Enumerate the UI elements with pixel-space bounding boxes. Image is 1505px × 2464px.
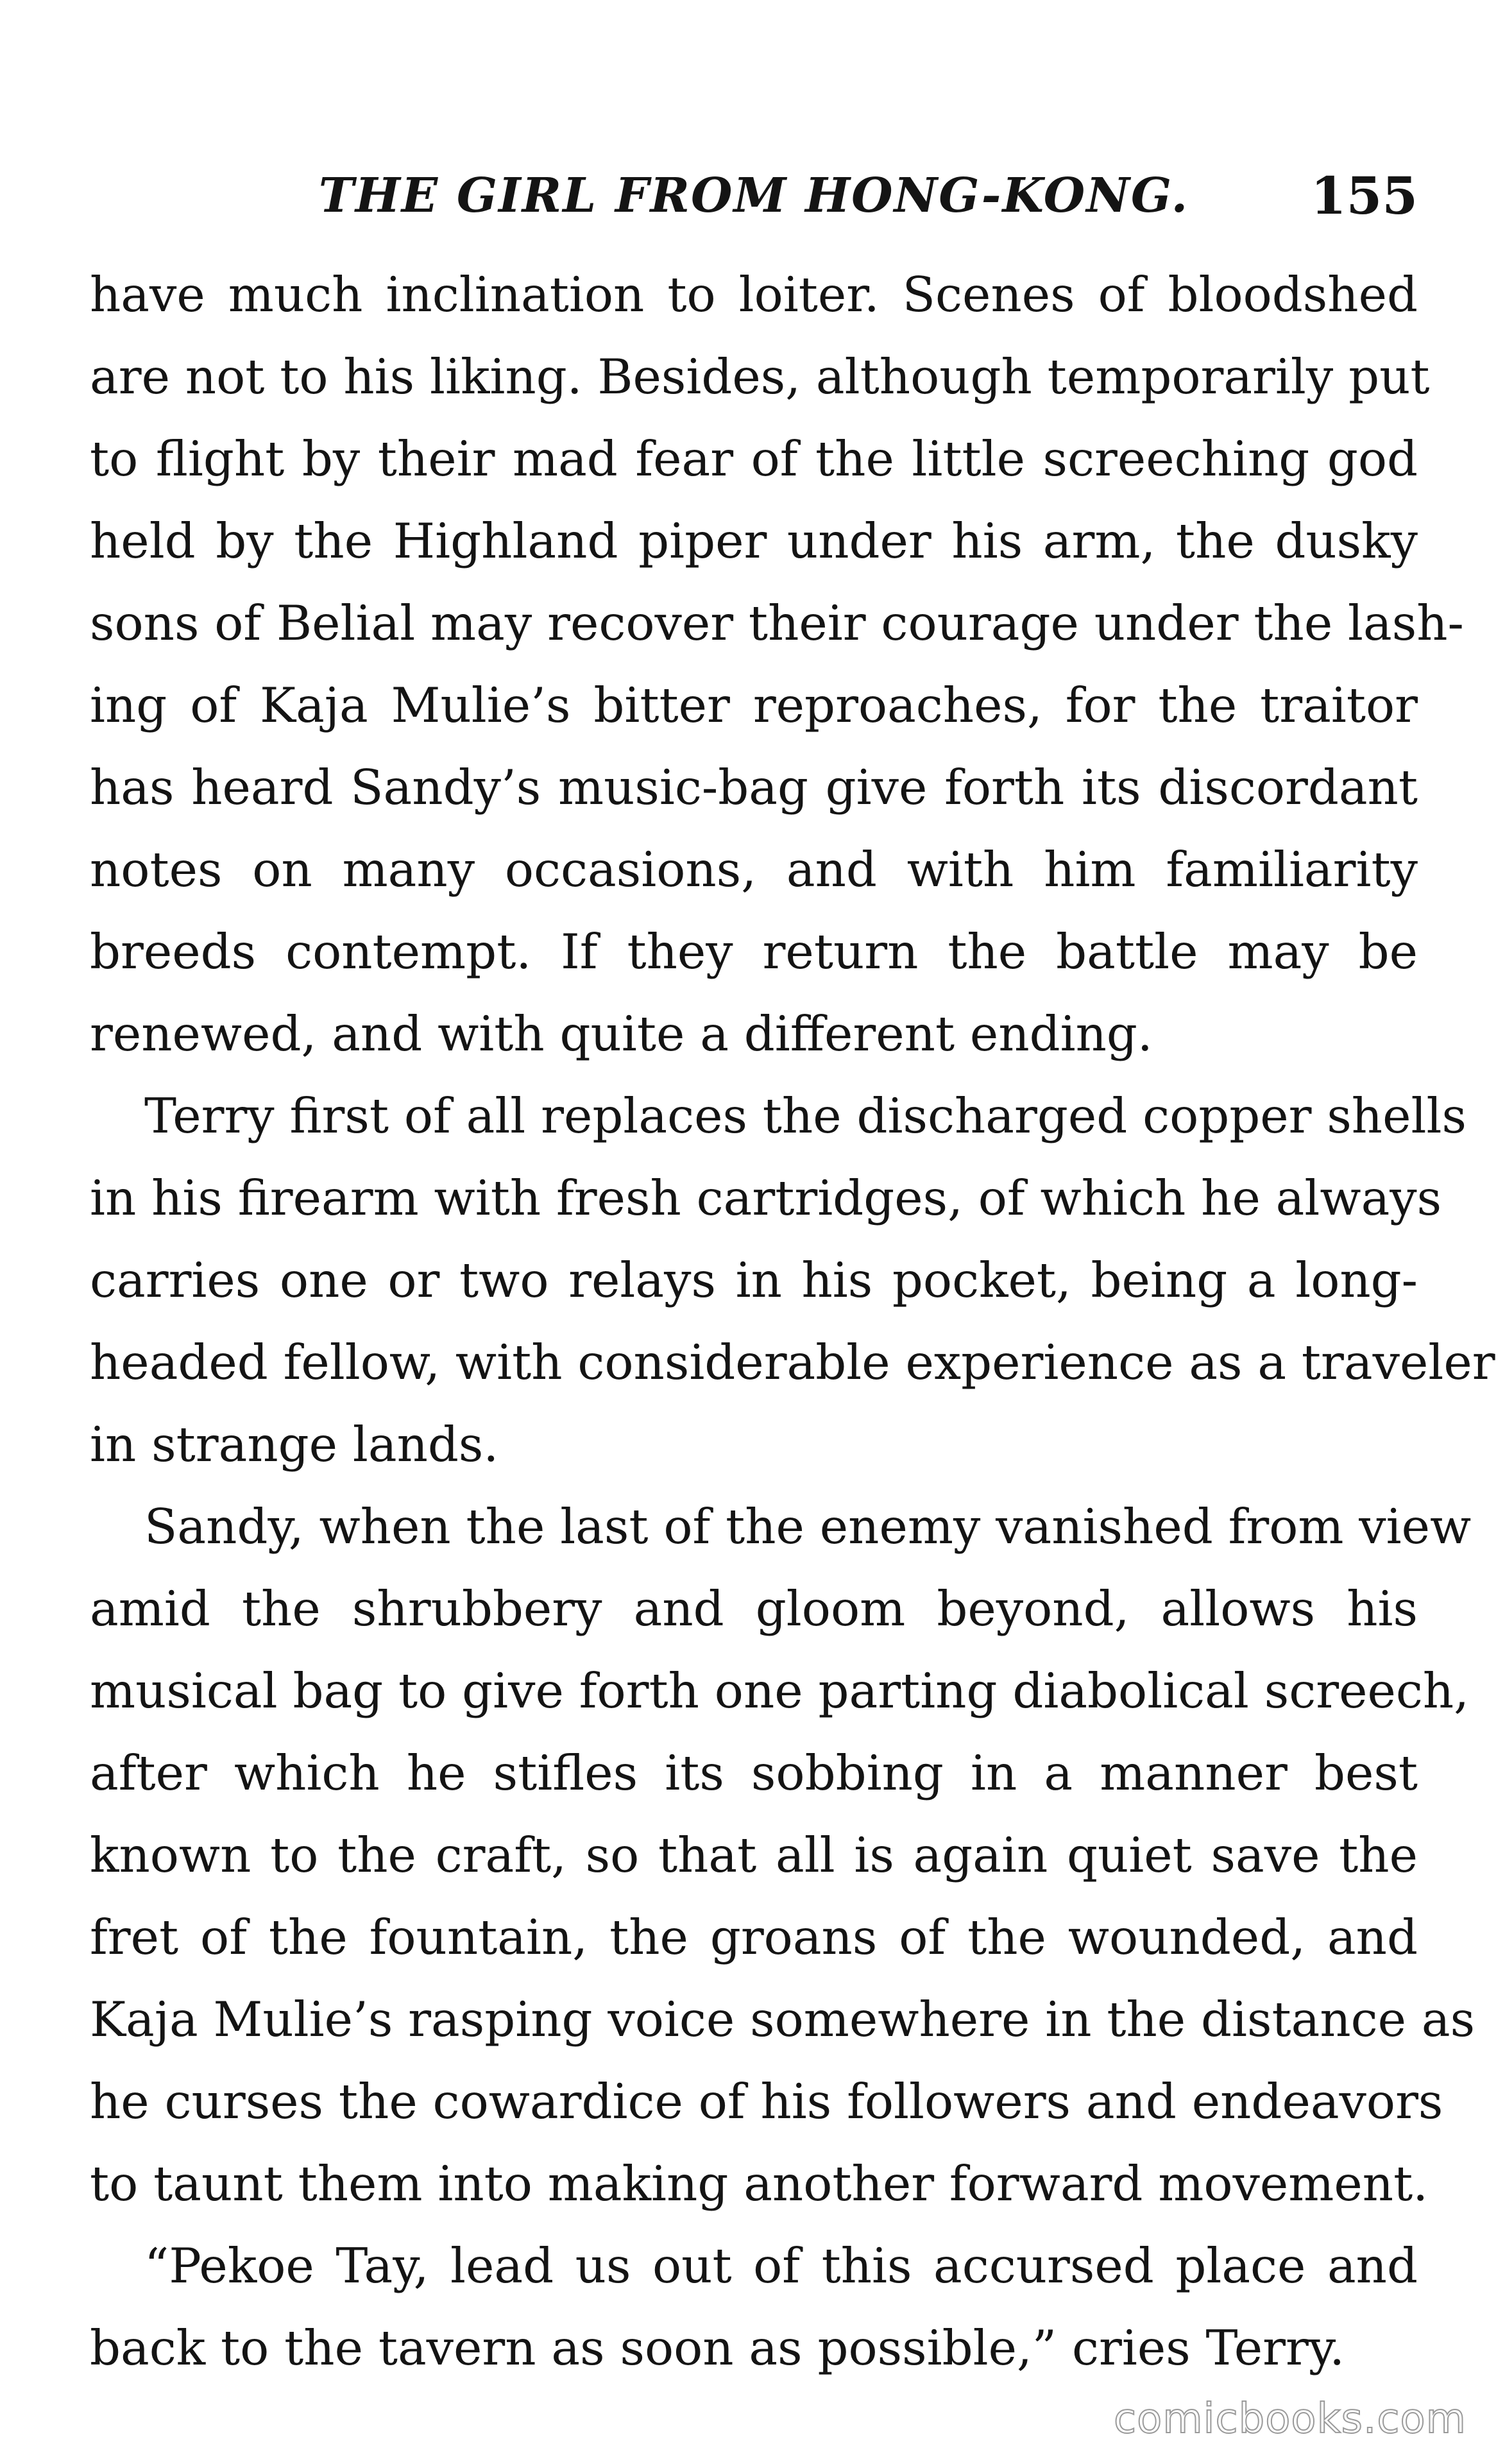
text-line: has heard Sandy’s music-bag give forth its discordant (90, 759, 1418, 816)
text-line: after which he stifles its sobbing in a manner best (90, 1745, 1418, 1801)
text-line: to taunt them into making another forward movement. (90, 2155, 1429, 2212)
text-line: Kaja Mulie’s rasping voice somewhere in the distance as (90, 1991, 1475, 2048)
text-line: Terry first of all replaces the discharged copper shells (144, 1088, 1467, 1144)
text-line: held by the Highland piper under his arm, the dusky (90, 513, 1418, 569)
text-line: Sandy, when the last of the enemy vanished from view (144, 1498, 1472, 1555)
text-line: known to the craft, so that all is again quiet save the (90, 1827, 1418, 1883)
text-line: are not to his liking. Besides, although temporarily put (90, 348, 1430, 405)
body-text (90, 253, 1495, 2389)
text-line: “Pekoe Tay, lead us out of this accursed place and (144, 2237, 1418, 2294)
text-line: have much inclination to loiter. Scenes of bloodshed (90, 266, 1418, 323)
text-line: fret of the fountain, the groans of the wounded, and (90, 1909, 1418, 1965)
text-line: sons of Belial may recover their courage under the lash- (90, 595, 1464, 651)
text-line: notes on many occasions, and with him familiarity (90, 841, 1418, 898)
text-line: carries one or two relays in his pocket, being a long- (90, 1252, 1418, 1308)
text-line: to flight by their mad fear of the little screeching god (90, 431, 1418, 487)
text-line: ing of Kaja Mulie’s bitter reproaches, for the traitor (90, 677, 1418, 733)
watermark: comicbooks.com (1113, 2395, 1467, 2443)
running-title: THE GIRL FROM HONG-KONG. (318, 168, 1189, 223)
text-line: breeds contempt. If they return the battle may be (90, 923, 1418, 980)
text-line: musical bag to give forth one parting diabolical screech, (90, 1663, 1469, 1719)
text-line: he curses the cowardice of his followers and endeavors (90, 2073, 1443, 2130)
text-line: headed fellow, with considerable experience as a traveler (90, 1334, 1495, 1390)
text-line: in strange lands. (90, 1416, 499, 1473)
text-line: in his firearm with fresh cartridges, of which he always (90, 1170, 1442, 1226)
text-line: amid the shrubbery and gloom beyond, allows his (90, 1580, 1418, 1637)
running-head (90, 164, 1418, 234)
text-line: renewed, and with quite a different ending. (90, 1005, 1153, 1062)
page-number: 155 (1311, 166, 1418, 226)
text-line: back to the tavern as soon as possible,” cries Terry. (90, 2320, 1345, 2376)
